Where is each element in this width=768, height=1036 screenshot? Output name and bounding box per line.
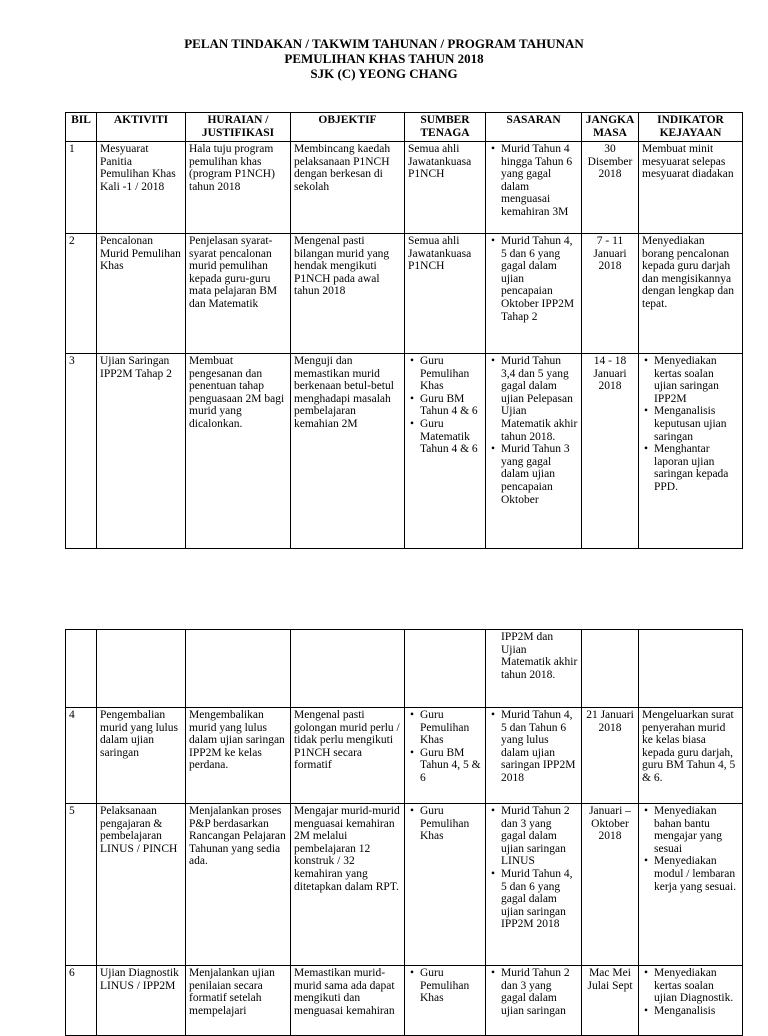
cell-objektif: Mengenal pasti bilangan murid yang hendak mengikuti P1NCH pada awal tahun 2018 (291, 234, 405, 354)
cell-objektif: Menguji dan memastikan murid berkenaan betul-betul menghadapi masalah pembelajaran kemahian 2M (291, 354, 405, 549)
cell-sumber (405, 354, 486, 549)
cell-indikator: Menyediakan borang pencalonan kepada guru darjah dan mengisikannya dengan lengkap dan tepat. (639, 234, 743, 354)
cell-aktiviti: Pengembalian murid yang lulus dalam ujian saringan (97, 708, 186, 804)
cell-objektif: Mengajar murid-murid menguasai kemahiran 2M melalui pembelajaran 12 konstruk / 32 kemahiran yang ditetapkan dalam RPT. (291, 804, 405, 966)
cell-aktiviti: Pelaksanaan pengajaran & pembelajaran LINUS / PINCH (97, 804, 186, 966)
cell-sumber (405, 708, 486, 804)
cell-indikator: Membuat minit mesyuarat selepas mesyuarat diadakan (639, 142, 743, 234)
list-item: • Menyediakan bahan bantu mengajar yang sesuai (654, 805, 739, 855)
cell-bil: 4 (66, 708, 97, 804)
list-item: • Guru Pemulihan Khas (420, 709, 482, 747)
cell-bil: 1 (66, 142, 97, 234)
cell-sasaran (486, 708, 582, 804)
cell-sasaran (486, 966, 582, 1036)
table-row (66, 804, 743, 966)
cell-huraian: Menjalankan ujian penilaian secara formatif setelah mempelajari (186, 966, 291, 1036)
list-item: • Guru Pemulihan Khas (420, 967, 482, 1005)
header-aktiviti: AKTIVITI (97, 113, 186, 142)
header-sumber-tenaga: SUMBER TENAGA (405, 113, 486, 142)
cell-objektif: Membincang kaedah pelaksanaan P1NCH dengan berkesan di sekolah (291, 142, 405, 234)
list-item: • Menganalisis keputusan ujian saringan (654, 405, 739, 443)
list-item: • Menyediakan kertas soalan ujian saringan IPP2M (654, 355, 739, 405)
cell-sasaran (486, 142, 582, 234)
plan-table-page-1 (65, 112, 743, 549)
list-item: • Guru Matematik Tahun 4 & 6 (420, 418, 482, 456)
cell-sasaran (486, 630, 582, 708)
table-row (66, 708, 743, 804)
cell-sasaran (486, 354, 582, 549)
list-item: • Murid Tahun 3,4 dan 5 yang gagal dalam ujian Pelepasan Ujian Matematik akhir tahun 2018. (501, 355, 578, 443)
header-indikator-kejayaan: INDIKATOR KEJAYAAN (639, 113, 743, 142)
cell-objektif: Mengenal pasti golongan murid perlu / tidak perlu mengikuti P1NCH secara formatif (291, 708, 405, 804)
cell-indikator (639, 354, 743, 549)
document-title-line-3: SJK (C) YEONG CHANG (310, 66, 458, 81)
cell-bil: 5 (66, 804, 97, 966)
cell-jangka: 7 - 11 Januari 2018 (582, 234, 639, 354)
cell-aktiviti (97, 630, 186, 708)
cell-jangka: 30 Disember 2018 (582, 142, 639, 234)
cell-objektif: Memastikan murid-murid sama ada dapat mengikuti dan menguasai kemahiran (291, 966, 405, 1036)
cell-huraian: Penjelasan syarat-syarat pencalonan murid pemulihan kepada guru-guru mata pelajaran BM dan Matematik (186, 234, 291, 354)
list-item: • Murid Tahun 2 dan 3 yang gagal dalam ujian saringan LINUS (501, 805, 578, 868)
list-item: • Menyediakan kertas soalan ujian Diagnostik. (654, 967, 739, 1005)
cell-aktiviti: Ujian Saringan IPP2M Tahap 2 (97, 354, 186, 549)
cell-sasaran (486, 804, 582, 966)
list-item: • Murid Tahun 2 dan 3 yang gagal dalam ujian saringan (501, 967, 578, 1017)
cell-aktiviti: Ujian Diagnostik LINUS / IPP2M (97, 966, 186, 1036)
cell-jangka: Januari – Oktober 2018 (582, 804, 639, 966)
cell-huraian: Mengembalikan murid yang lulus dalam ujian saringan IPP2M ke kelas perdana. (186, 708, 291, 804)
list-item: • Murid Tahun 4 hingga Tahun 6 yang gagal dalam menguasai kemahiran 3M (501, 143, 578, 219)
table-row (66, 234, 743, 354)
cell-jangka: Mac Mei Julai Sept (582, 966, 639, 1036)
header-objektif: OBJEKTIF (291, 113, 405, 142)
cell-indikator (639, 966, 743, 1036)
list-item: • Menyediakan modul / lembaran kerja yang sesuai. (654, 855, 739, 893)
cell-sumber (405, 630, 486, 708)
list-item: • Murid Tahun 4, 5 dan 6 yang gagal dalam ujian pencapaian Oktober IPP2M Tahap 2 (501, 235, 578, 323)
header-huraian: HURAIAN / JUSTIFIKASI (186, 113, 291, 142)
cell-indikator (639, 630, 743, 708)
header-jangka-masa: JANGKA MASA (582, 113, 639, 142)
cell-bil: 2 (66, 234, 97, 354)
cell-jangka: 14 - 18 Januari 2018 (582, 354, 639, 549)
plan-table-page-2 (65, 629, 743, 1036)
cell-sumber (405, 804, 486, 966)
cell-bil: 6 (66, 966, 97, 1036)
cell-jangka (582, 630, 639, 708)
cell-sumber (405, 966, 486, 1036)
cell-huraian: Membuat pengesanan dan penentuan tahap penguasaan 2M bagi murid yang dicalonkan. (186, 354, 291, 549)
list-item: • Murid Tahun 4, 5 dan Tahun 6 yang lulus dalam ujian saringan IPP2M 2018 (501, 709, 578, 785)
list-item: • Guru BM Tahun 4, 5 & 6 (420, 747, 482, 785)
sasaran-continued: IPP2M dan Ujian Matematik akhir tahun 2018. (501, 631, 578, 681)
header-bil: BIL (66, 113, 97, 142)
table-row (66, 630, 743, 708)
cell-indikator (639, 804, 743, 966)
list-item: • Murid Tahun 3 yang gagal dalam ujian pencapaian Oktober (501, 443, 578, 506)
table-row (66, 354, 743, 549)
cell-bil: 3 (66, 354, 97, 549)
cell-huraian (186, 630, 291, 708)
cell-sumber: Semua ahli Jawatankuasa P1NCH (405, 234, 486, 354)
list-item: • Menghantar laporan ujian saringan kepada PPD. (654, 443, 739, 493)
cell-jangka: 21 Januari 2018 (582, 708, 639, 804)
cell-aktiviti: Pencalonan Murid Pemulihan Khas (97, 234, 186, 354)
document-title-line-2: PEMULIHAN KHAS TAHUN 2018 (284, 51, 484, 66)
cell-indikator: Mengeluarkan surat penyerahan murid ke kelas biasa kepada guru darjah, guru BM Tahun 4, 5 & 6. (639, 708, 743, 804)
cell-bil (66, 630, 97, 708)
table-header-row (66, 113, 743, 142)
list-item: • Guru Pemulihan Khas (420, 355, 482, 393)
document-title-line-1: PELAN TINDAKAN / TAKWIM TAHUNAN / PROGRAM TAHUNAN (184, 36, 584, 51)
list-item: • Guru Pemulihan Khas (420, 805, 482, 843)
cell-sumber: Semua ahli Jawatankuasa P1NCH (405, 142, 486, 234)
list-item: • Guru BM Tahun 4 & 6 (420, 393, 482, 418)
cell-huraian: Menjalankan proses P&P berdasarkan Rancangan Pelajaran Tahunan yang sedia ada. (186, 804, 291, 966)
table-row (66, 142, 743, 234)
header-sasaran: SASARAN (486, 113, 582, 142)
table-row (66, 966, 743, 1036)
cell-objektif (291, 630, 405, 708)
list-item: • Menganalisis (654, 1005, 739, 1018)
cell-huraian: Hala tuju program pemulihan khas (program P1NCH) tahun 2018 (186, 142, 291, 234)
list-item: • Murid Tahun 4, 5 dan 6 yang gagal dalam ujian saringan IPP2M 2018 (501, 868, 578, 931)
cell-sasaran (486, 234, 582, 354)
cell-aktiviti: Mesyuarat Panitia Pemulihan Khas Kali -1 / 2018 (97, 142, 186, 234)
